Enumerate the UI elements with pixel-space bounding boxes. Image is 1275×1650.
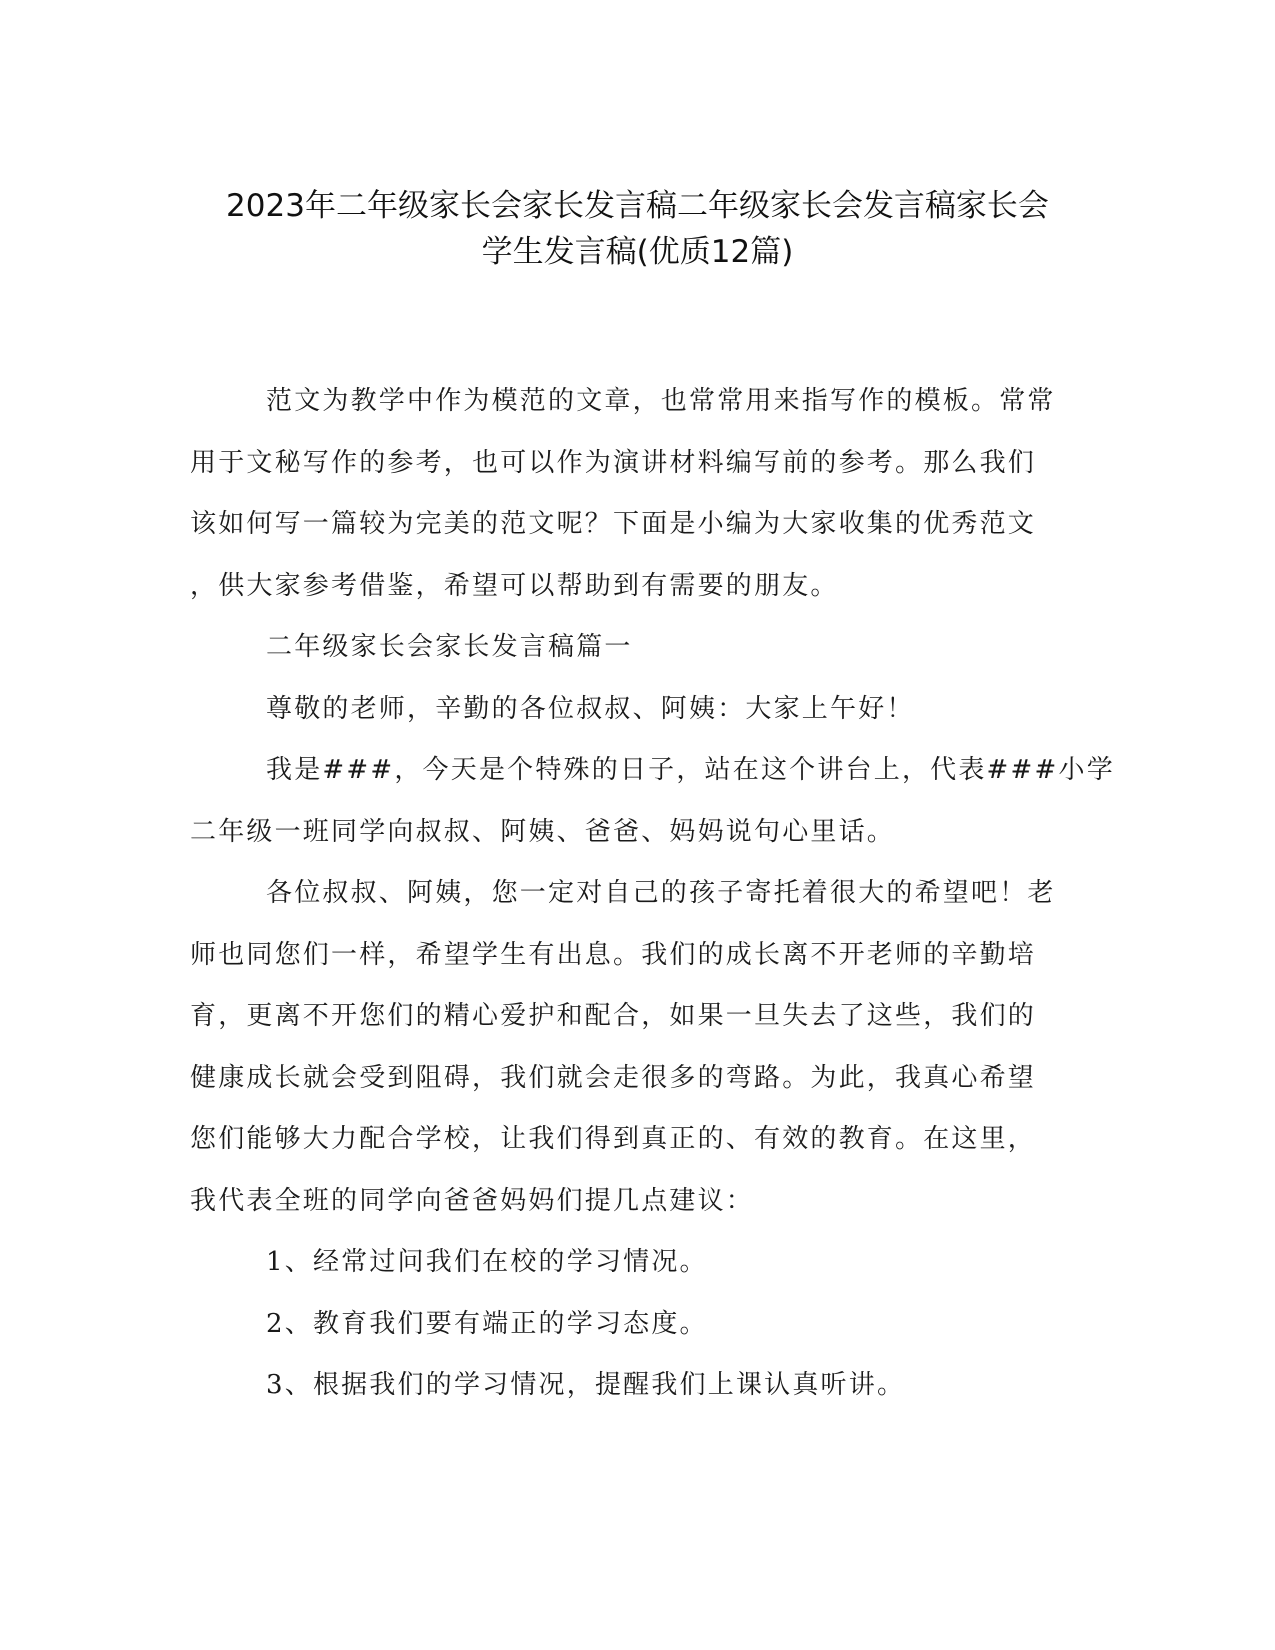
text-line: 我是###，今天是个特殊的日子，站在这个讲台上，代表###小学 xyxy=(266,755,1115,785)
document-body xyxy=(190,371,1115,1417)
list-item: 2、教育我们要有端正的学习态度。 xyxy=(266,1308,708,1339)
text-line: 师也同您们一样，希望学生有出息。我们的成长离不开老师的辛勤培 xyxy=(190,939,1037,970)
text-line: 我代表全班的同学向爸爸妈妈们提几点建议： xyxy=(190,1185,755,1216)
text-line: 范文为教学中作为模范的文章，也常常用来指写作的模板。常常 xyxy=(266,386,1056,416)
section-heading: 二年级家长会家长发言稿篇一 xyxy=(266,632,633,662)
text-line: ，供大家参考借鉴，希望可以帮助到有需要的朋友。 xyxy=(190,570,839,601)
text-line: 用于文秘写作的参考，也可以作为演讲材料编写前的参考。那么我们 xyxy=(190,447,1037,478)
title-line-2: 学生发言稿(优质12篇) xyxy=(481,234,794,270)
list-item: 1、经常过问我们在校的学习情况。 xyxy=(266,1247,708,1277)
text-line: 各位叔叔、阿姨，您一定对自己的孩子寄托着很大的希望吧！老 xyxy=(266,878,1056,908)
body-text xyxy=(190,371,1115,1417)
text-line: 健康成长就会受到阻碍，我们就会走很多的弯路。为此，我真心希望 xyxy=(190,1062,1037,1093)
text-line: 二年级一班同学向叔叔、阿姨、爸爸、妈妈说句心里话。 xyxy=(190,816,896,847)
title-line-1: 2023年二年级家长会家长发言稿二年级家长会发言稿家长会 xyxy=(226,188,1049,224)
text-line: 该如何写一篇较为完美的范文呢？下面是小编为大家收集的优秀范文 xyxy=(190,509,1037,539)
document-title xyxy=(150,183,1125,275)
text-line: 您们能够大力配合学校，让我们得到真正的、有效的教育。在这里， xyxy=(190,1124,1037,1154)
list-item: 3、根据我们的学习情况，提醒我们上课认真听讲。 xyxy=(266,1370,906,1400)
greeting-line: 尊敬的老师，辛勤的各位叔叔、阿姨：大家上午好！ xyxy=(266,693,915,724)
text-line: 育，更离不开您们的精心爱护和配合，如果一旦失去了这些，我们的 xyxy=(190,1001,1037,1031)
